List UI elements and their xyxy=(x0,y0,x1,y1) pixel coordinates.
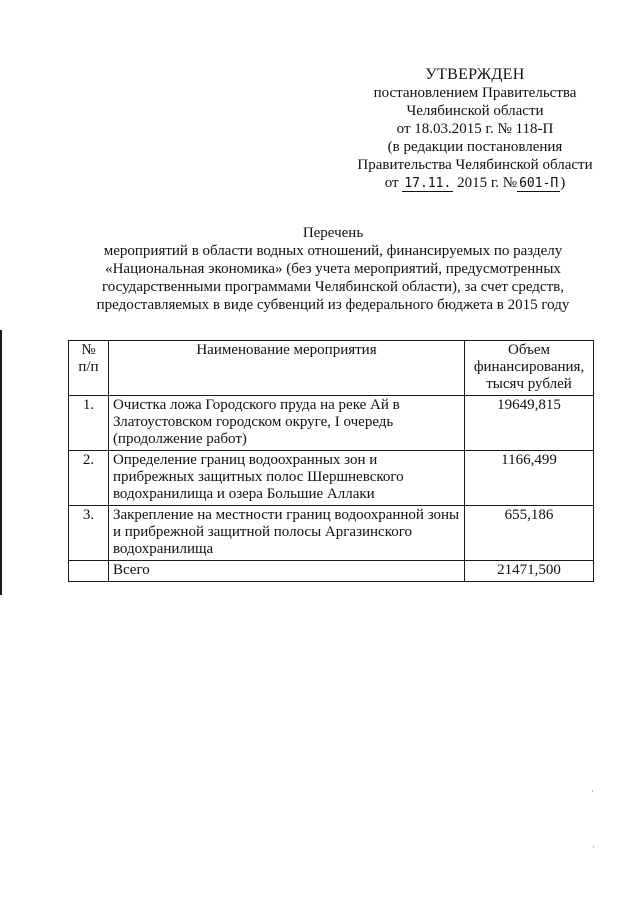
header-num-line-2: п/п xyxy=(78,359,99,375)
approval-line-4: (в редакции постановления xyxy=(387,139,563,155)
total-num xyxy=(69,561,109,582)
heading-line-2: «Национальная экономика» (без учета мероприятий, предусмотренных xyxy=(105,261,561,277)
approval-line-2: Челябинской области xyxy=(406,103,544,119)
approval-line-1: постановлением Правительства xyxy=(373,85,577,101)
header-num-line-1: № xyxy=(81,342,96,358)
header-sum xyxy=(465,341,594,396)
header-num xyxy=(69,341,109,396)
approval-date-handwritten: 17.11. xyxy=(404,176,452,191)
approval-number-handwritten: 601-П xyxy=(519,176,559,191)
scan-edge-mark xyxy=(0,330,2,595)
scan-speck xyxy=(592,790,593,792)
heading-line-3: государственными программами Челябинской области), за счет средств, xyxy=(102,279,564,295)
row-name: Очистка ложа Городского пруда на реке Ай в Златоустовском городском округе, I очередь (продолжение работ) xyxy=(108,396,464,451)
scan-speck xyxy=(593,846,594,848)
heading-line-1: мероприятий в области водных отношений, финансируемых по разделу xyxy=(103,243,563,259)
table-row xyxy=(69,396,594,451)
row-num: 1. xyxy=(69,396,109,451)
approval-date-suffix: 2015 г. № xyxy=(457,175,518,191)
row-sum: 19649,815 xyxy=(465,396,594,451)
row-num: 2. xyxy=(69,451,109,506)
row-sum: 1166,499 xyxy=(465,451,594,506)
row-sum: 655,186 xyxy=(465,506,594,561)
header-sum-line-2: финансирования, xyxy=(473,359,585,375)
row-name: Закрепление на местности границ водоохранной зоны и прибрежной защитной полосы Аргазинского водохранилища xyxy=(108,506,464,561)
approval-line-3: от 18.03.2015 г. № 118-П xyxy=(396,121,554,137)
approval-line-5: Правительства Челябинской области xyxy=(357,157,593,173)
approval-stamp xyxy=(340,66,610,193)
header-sum-line-1: Объем xyxy=(508,342,551,358)
row-name: Определение границ водоохранных зон и прибрежных защитных полос Шершневского водохранилища и озера Большие Аллаки xyxy=(108,451,464,506)
approval-closing: ) xyxy=(560,175,566,191)
heading-line-4: предоставляемых в виде субвенций из федерального бюджета в 2015 году xyxy=(96,297,570,313)
table-header-row xyxy=(69,341,594,396)
total-label: Всего xyxy=(108,561,464,582)
header-name: Наименование мероприятия xyxy=(108,341,464,396)
total-sum: 21471,500 xyxy=(465,561,594,582)
table-row xyxy=(69,451,594,506)
heading-title: Перечень xyxy=(302,225,364,241)
approval-date-prefix: от xyxy=(384,175,399,191)
table-row xyxy=(69,506,594,561)
approval-date-line xyxy=(340,174,610,193)
approval-title: УТВЕРЖДЕН xyxy=(425,66,525,83)
document-heading xyxy=(80,224,586,314)
table-total-row xyxy=(69,561,594,582)
row-num: 3. xyxy=(69,506,109,561)
measures-table xyxy=(68,340,594,582)
header-sum-line-3: тысяч рублей xyxy=(486,376,572,392)
